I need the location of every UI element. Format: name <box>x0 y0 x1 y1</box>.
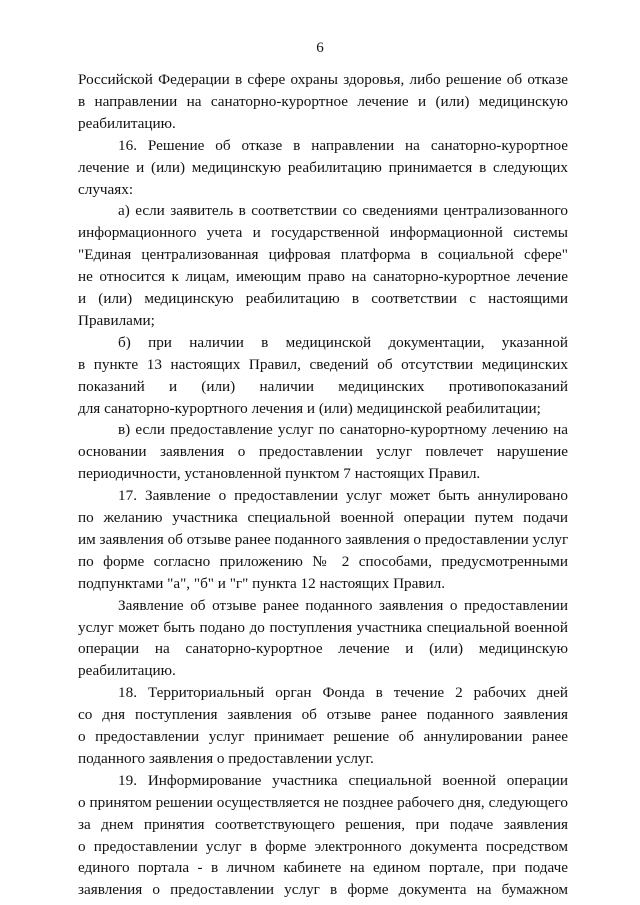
text-line: в) если предоставление услуг по санаторно-курортному лечению на <box>118 421 568 439</box>
text-line: по форме согласно приложению № 2 способами, предусмотренными <box>78 552 568 570</box>
text-line: о принятом решении осуществляется не позднее рабочего дня, следующего <box>78 793 568 811</box>
text-line: 16. Решение об отказе в направлении на санаторно-курортное <box>118 136 568 154</box>
text-line: в направлении на санаторно-курортное лечение и (или) медицинскую <box>78 92 568 110</box>
text-line: 17. Заявление о предоставлении услуг может быть аннулировано <box>118 487 568 505</box>
text-line: заявления о предоставлении услуг в форме документа на бумажном <box>78 881 568 899</box>
text-line: информационного учета и государственной информационной системы <box>78 224 568 242</box>
text-line: услуг может быть подано до поступления участника специальной военной <box>78 618 568 636</box>
text-line: по желанию участника специальной военной операции путем подачи <box>78 509 568 526</box>
text-line: со дня поступления заявления об отзыве ранее поданного заявления <box>78 706 568 724</box>
text-line: 19. Информирование участника специальной военной операции <box>118 771 568 789</box>
text-line: лечение и (или) медицинскую реабилитацию принимается в следующих <box>78 158 568 176</box>
text-line: случаях: <box>78 180 134 198</box>
text-line: подпунктами "а", "б" и "г" пункта 12 настоящих Правил. <box>78 574 446 592</box>
text-line: в пункте 13 настоящих Правил, сведений об отсутствии медицинских <box>78 355 568 373</box>
text-line: о предоставлении услуг принимает решение об аннулировании ранее <box>78 728 568 745</box>
text-line: о предоставлении услуг в форме электронного документа посредством <box>78 837 568 855</box>
text-line: единого портала - в личном кабинете на едином портале, при подаче <box>78 859 568 877</box>
text-line: поданного заявления о предоставлении услуг. <box>78 749 374 767</box>
text-line: показаний и (или) наличии медицинских противопоказаний <box>78 377 568 395</box>
text-line: реабилитацию. <box>78 114 176 132</box>
text-line: операции на санаторно-курортное лечение и (или) медицинскую <box>78 640 568 658</box>
text-line: за днем принятия соответствующего решения, при подаче заявления <box>78 815 568 833</box>
text-line: основании заявления о предоставлении услуг повлечет нарушение <box>78 443 568 461</box>
text-line: не относится к лицам, имеющим право на санаторно-курортное лечение <box>78 268 568 286</box>
text-line: а) если заявитель в соответствии со сведениями централизованного <box>118 202 568 220</box>
text-line: периодичности, установленной пунктом 7 настоящих Правил. <box>78 465 481 483</box>
text-line: реабилитацию. <box>78 662 176 680</box>
text-line: "Единая централизованная цифровая платформа в социальной сфере" <box>78 246 568 264</box>
page-number: 6 <box>316 40 324 56</box>
text-line: Правилами; <box>78 311 155 329</box>
text-line: Российской Федерации в сфере охраны здоровья, либо решение об отказе <box>78 71 568 88</box>
text-line: и (или) медицинскую реабилитацию в соответствии с настоящими <box>78 290 568 307</box>
text-line: б) при наличии в медицинской документации, указанной <box>118 333 568 351</box>
text-line: Заявление об отзыве ранее поданного заявления о предоставлении <box>118 596 568 614</box>
text-line: для санаторно-курортного лечения и (или) медицинской реабилитации; <box>78 399 541 417</box>
text-line: 18. Территориальный орган Фонда в течение 2 рабочих дней <box>118 684 568 702</box>
text-line: им заявления об отзыве ранее поданного заявления о предоставлении услуг <box>78 530 569 548</box>
